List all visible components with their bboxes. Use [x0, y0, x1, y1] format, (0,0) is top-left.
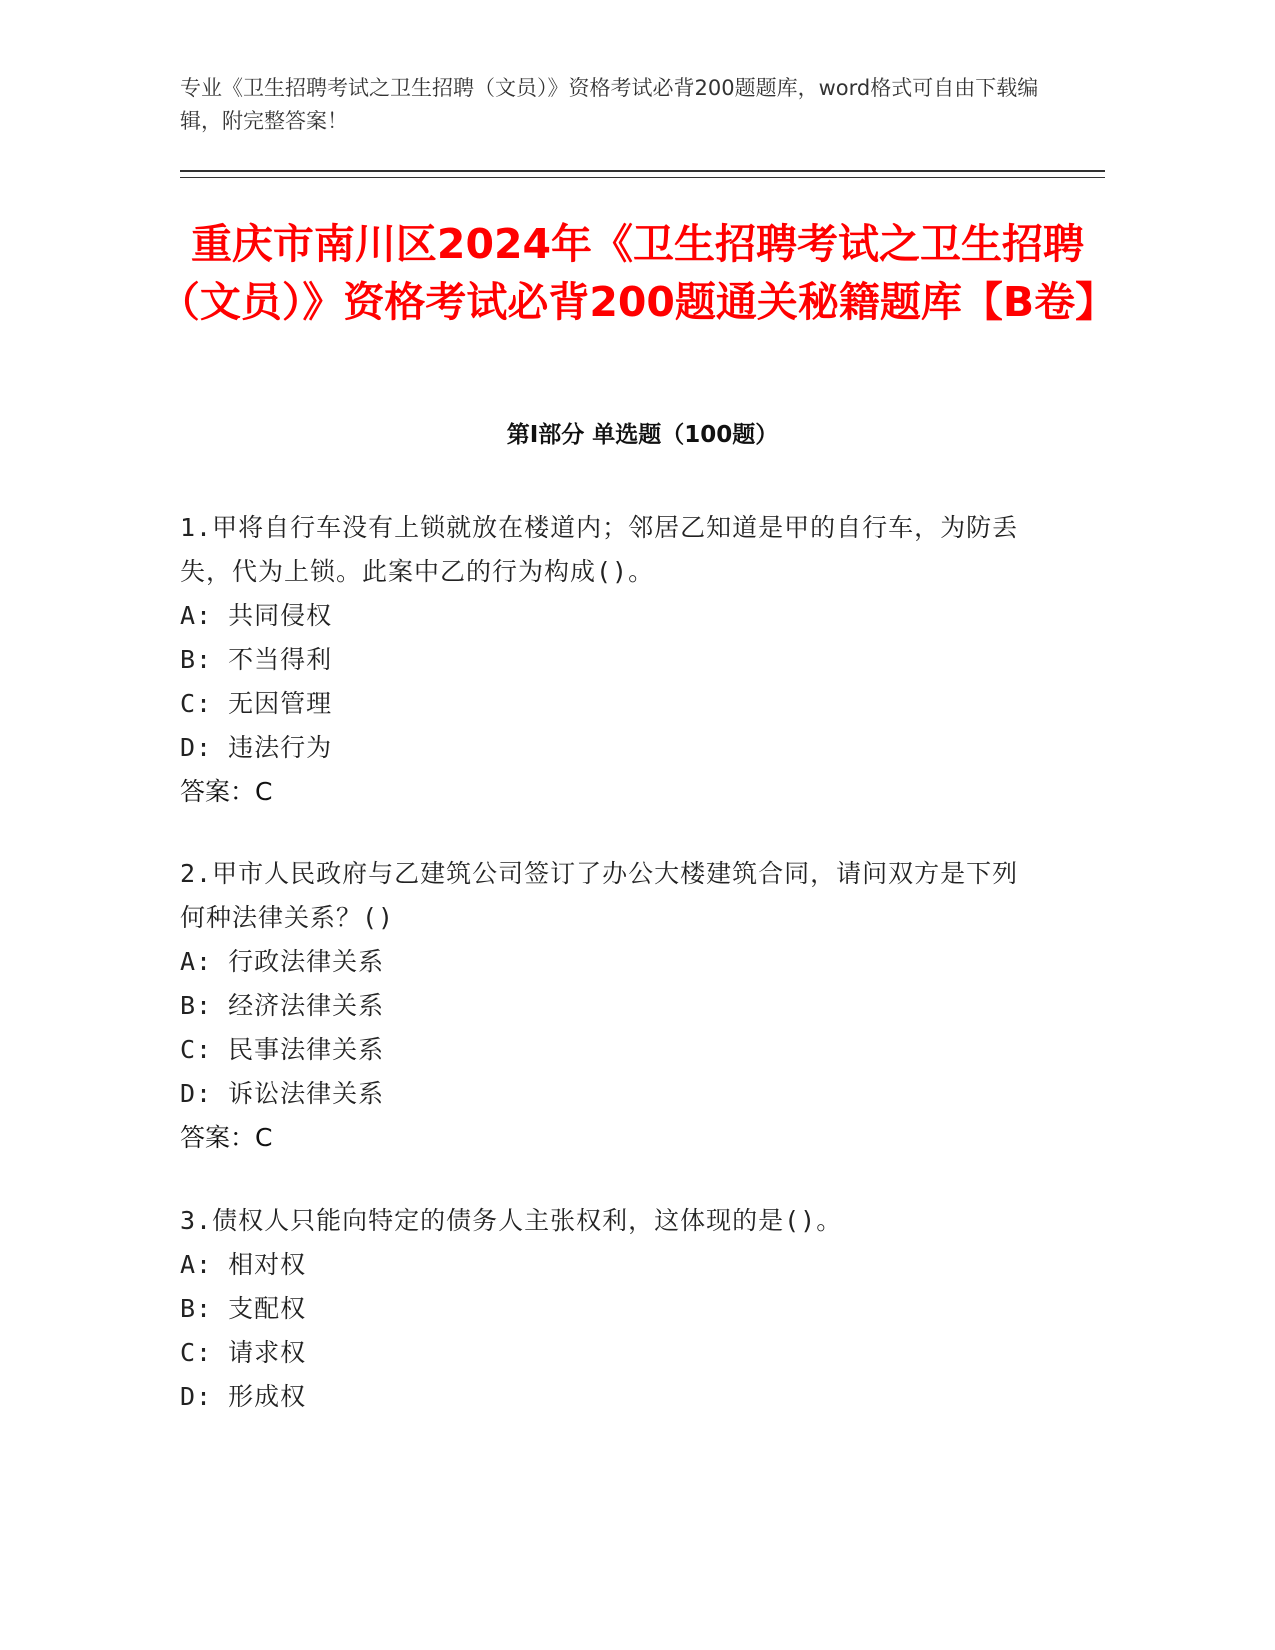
- option-c: C: 无因管理: [180, 689, 333, 718]
- option-d: D: 诉讼法律关系: [180, 1079, 385, 1108]
- question-item: [180, 1199, 1040, 1419]
- answer-line: 答案：C: [180, 1123, 273, 1152]
- option-a: A: 共同侵权: [180, 601, 333, 630]
- header-divider-thick: [180, 170, 1105, 172]
- option-c: C: 民事法律关系: [180, 1035, 385, 1064]
- option-b: B: 支配权: [180, 1294, 307, 1323]
- question-stem: 1.甲将自行车没有上锁就放在楼道内；邻居乙知道是甲的自行车，为防丢失，代为上锁。此案中乙的行为构成()。: [180, 513, 1019, 586]
- question-item: [180, 852, 1040, 1160]
- option-a: A: 相对权: [180, 1250, 307, 1279]
- header-note: 专业《卫生招聘考试之卫生招聘（文员）》资格考试必背200题题库，word格式可自由下载编辑，附完整答案！: [180, 76, 1039, 133]
- header-divider-thin: [180, 177, 1105, 178]
- document-title: 重庆市南川区2024年《卫生招聘考试之卫生招聘（文员）》资格考试必背200题通关秘籍题库【B卷】: [158, 220, 1117, 326]
- option-a: A: 行政法律关系: [180, 947, 385, 976]
- option-c: C: 请求权: [180, 1338, 307, 1367]
- question-item: [180, 506, 1040, 814]
- option-b: B: 不当得利: [180, 645, 333, 674]
- answer-line: 答案：C: [180, 777, 273, 806]
- option-d: D: 违法行为: [180, 733, 333, 762]
- option-d: D: 形成权: [180, 1382, 307, 1411]
- option-b: B: 经济法律关系: [180, 991, 385, 1020]
- question-stem: 2.甲市人民政府与乙建筑公司签订了办公大楼建筑合同，请问双方是下列何种法律关系？(): [180, 859, 1019, 932]
- section-title: 第I部分 单选题（100题）: [506, 422, 779, 448]
- question-stem: 3.债权人只能向特定的债务人主张权利，这体现的是()。: [180, 1206, 843, 1235]
